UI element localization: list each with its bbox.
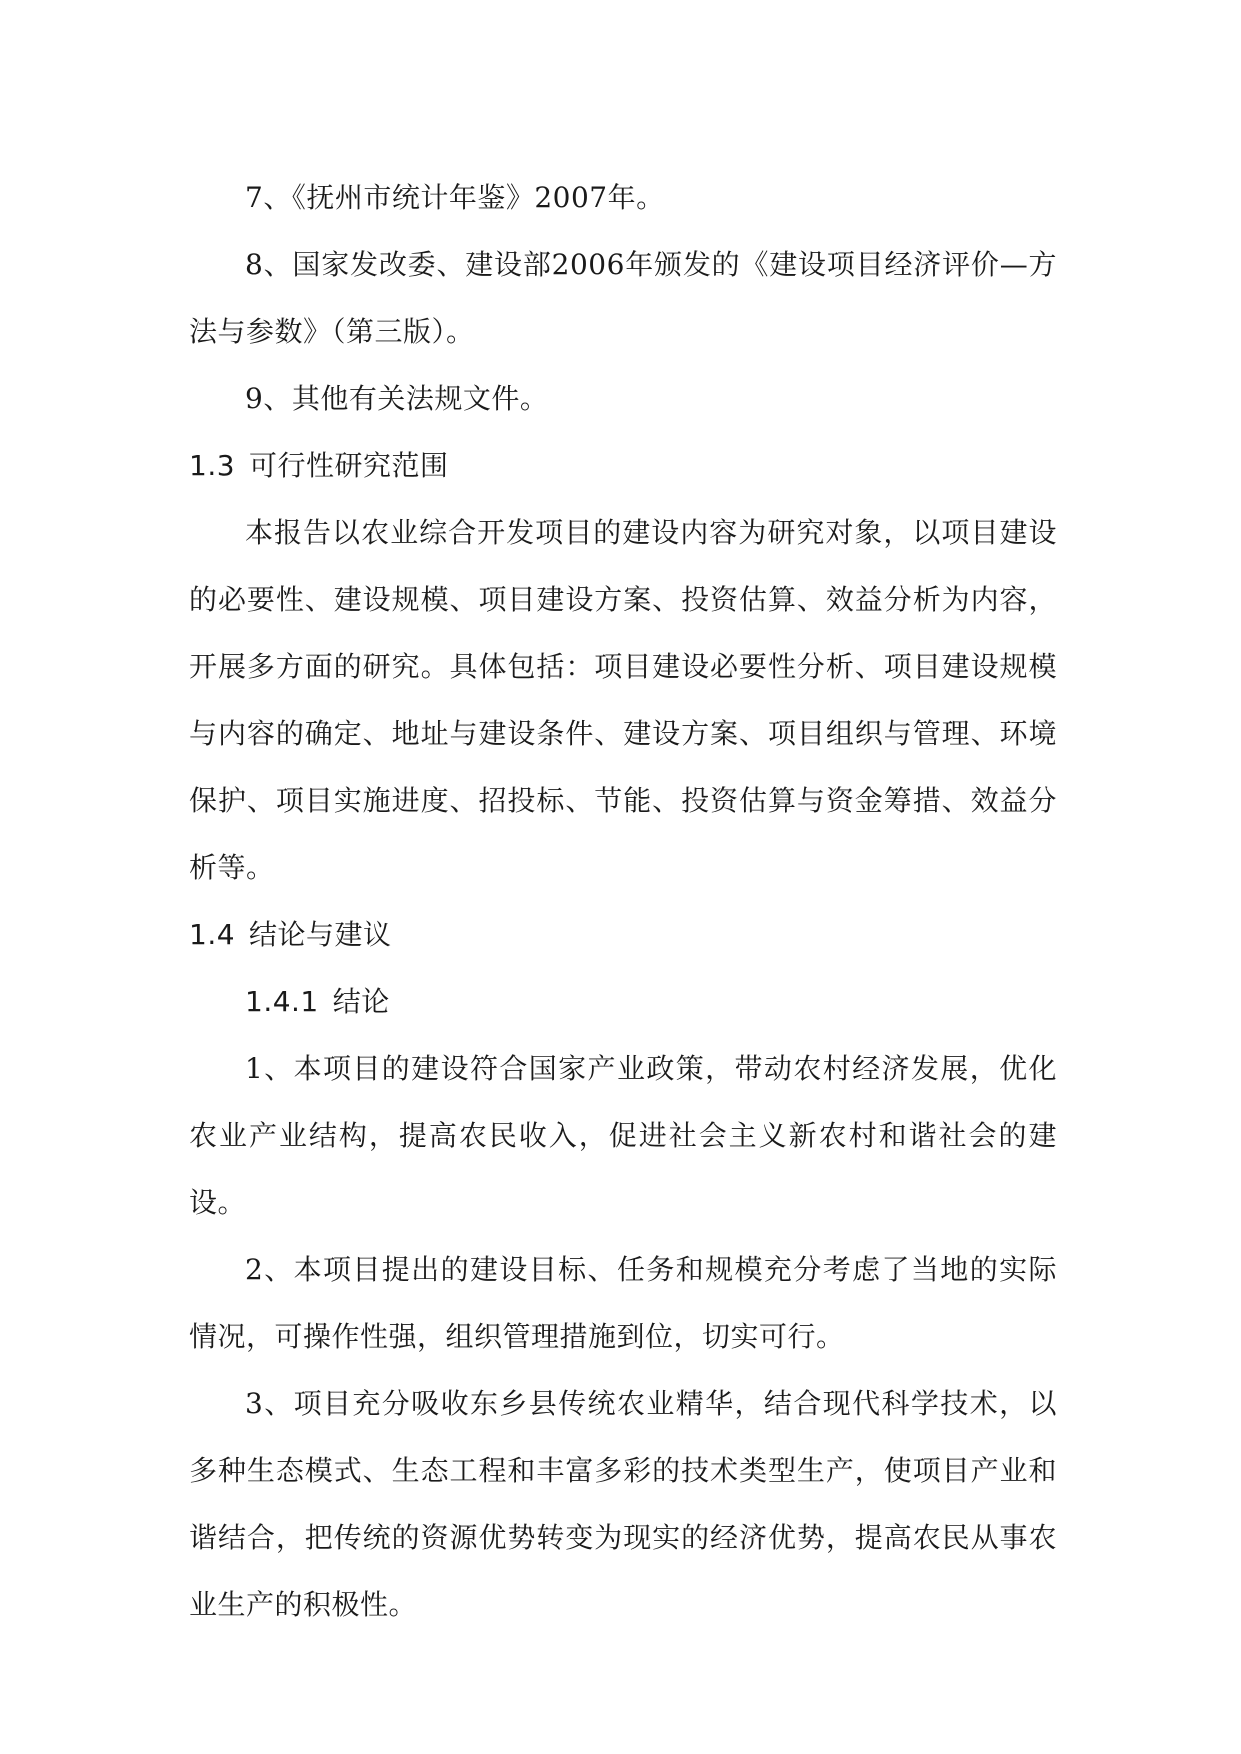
- conclusion-item-3: 3、项目充分吸收东乡县传统农业精华，结合现代科学技术，以多种生态模式、生态工程和丰富多彩的技术类型生产，使项目产业和谐结合，把传统的资源优势转变为现实的经济优势，提高农民从事农业生产的积极性。: [189, 1387, 1057, 1621]
- subsection-number: 1.4.1: [245, 985, 319, 1018]
- section-heading-1-3: [189, 432, 1057, 499]
- subsection-title: 结论: [332, 985, 390, 1018]
- section-heading-1-4: [189, 901, 1057, 968]
- reference-item-7: 7、《抚州市统计年鉴》2007年。: [245, 181, 665, 214]
- conclusion-item-1: 1、本项目的建设符合国家产业政策，带动农村经济发展，优化农业产业结构，提高农民收入，促进社会主义新农村和谐社会的建设。: [189, 1052, 1057, 1219]
- conclusion-item-2: 2、本项目提出的建设目标、任务和规模充分考虑了当地的实际情况，可操作性强，组织管理措施到位，切实可行。: [189, 1253, 1057, 1353]
- section-number: 1.4: [189, 918, 236, 951]
- section-title: 结论与建议: [249, 918, 392, 951]
- document-body: [189, 164, 1057, 1638]
- reference-item-8: 8、国家发改委、建设部2006年颁发的《建设项目经济评价—方法与参数》（第三版）。: [189, 248, 1057, 348]
- section-1-3-paragraph: 本报告以农业综合开发项目的建设内容为研究对象，以项目建设的必要性、建设规模、项目建设方案、投资估算、效益分析为内容，开展多方面的研究。具体包括：项目建设必要性分析、项目建设规模与内容的确定、地址与建设条件、建设方案、项目组织与管理、环境保护、项目实施进度、招投标、节能、投资估算与资金筹措、效益分析等。: [189, 516, 1057, 884]
- section-number: 1.3: [189, 449, 236, 482]
- reference-item-9: 9、其他有关法规文件。: [245, 382, 549, 415]
- subsection-heading-1-4-1: [189, 968, 1057, 1035]
- section-title: 可行性研究范围: [249, 449, 449, 482]
